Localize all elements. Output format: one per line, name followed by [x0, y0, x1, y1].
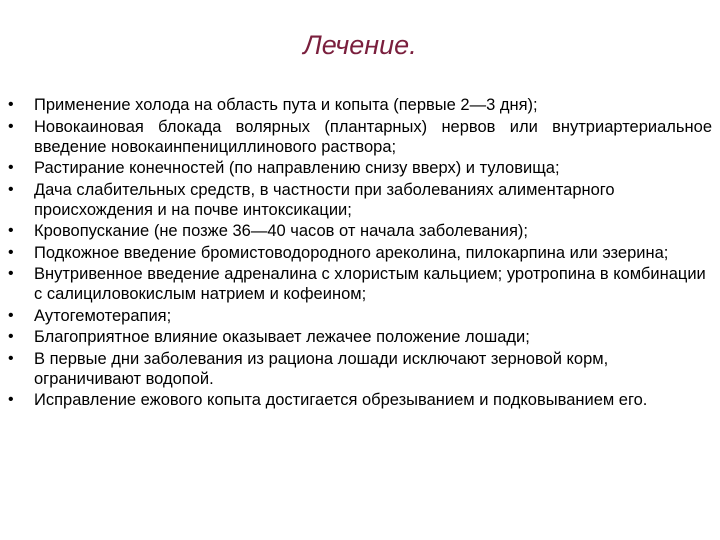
list-item	[8, 390, 712, 410]
list-item	[8, 327, 712, 347]
list-item	[8, 349, 712, 389]
slide-title: Лечение.	[303, 30, 417, 60]
list-item-text: • Дача слабительных средств, в частности при заболеваниях алиментарного происхождения и на почве интоксикации;	[34, 180, 615, 219]
list-item	[8, 117, 712, 157]
list-item-text: • Благоприятное влияние оказывает лежачее положение лошади;	[34, 328, 530, 346]
list-item	[8, 221, 712, 241]
list-item-text: • Применение холода на область пута и копыта (первые 2—3 дня);	[34, 96, 538, 114]
list-item-text: • Подкожное введение бромистоводородного ареколина, пилокарпина или эзерина;	[34, 243, 669, 262]
treatment-list	[8, 95, 712, 412]
list-item	[8, 180, 712, 220]
list-item-text: • Исправление ежового копыта достигается обрезыванием и подковыванием его.	[34, 391, 648, 409]
list-item-text: • Аутогемотерапия;	[34, 306, 172, 325]
list-item-text: • В первые дни заболевания из рациона лошади исключают зерновой корм, ограничивают водопой.	[34, 349, 609, 388]
list-item	[8, 95, 712, 115]
list-item-text: • Растирание конечностей (по направлению снизу вверх) и туловища;	[34, 159, 560, 177]
list-item-text: • Кровопускание (не позже 36—40 часов от начала заболевания);	[34, 222, 528, 240]
list-item	[8, 264, 712, 304]
list-item	[8, 306, 712, 326]
list-item	[8, 158, 712, 178]
list-item-text: • Внутривенное введение адреналина с хлористым кальцием; уротропина в комбинации с салициловокислым натрием и кофеином;	[34, 265, 706, 303]
list-item-text: • Новокаиновая блокада волярных (плантарных) нервов или внутриартериальное введение новокаинпенициллинового раствора;	[34, 117, 712, 156]
list-item	[8, 243, 712, 263]
